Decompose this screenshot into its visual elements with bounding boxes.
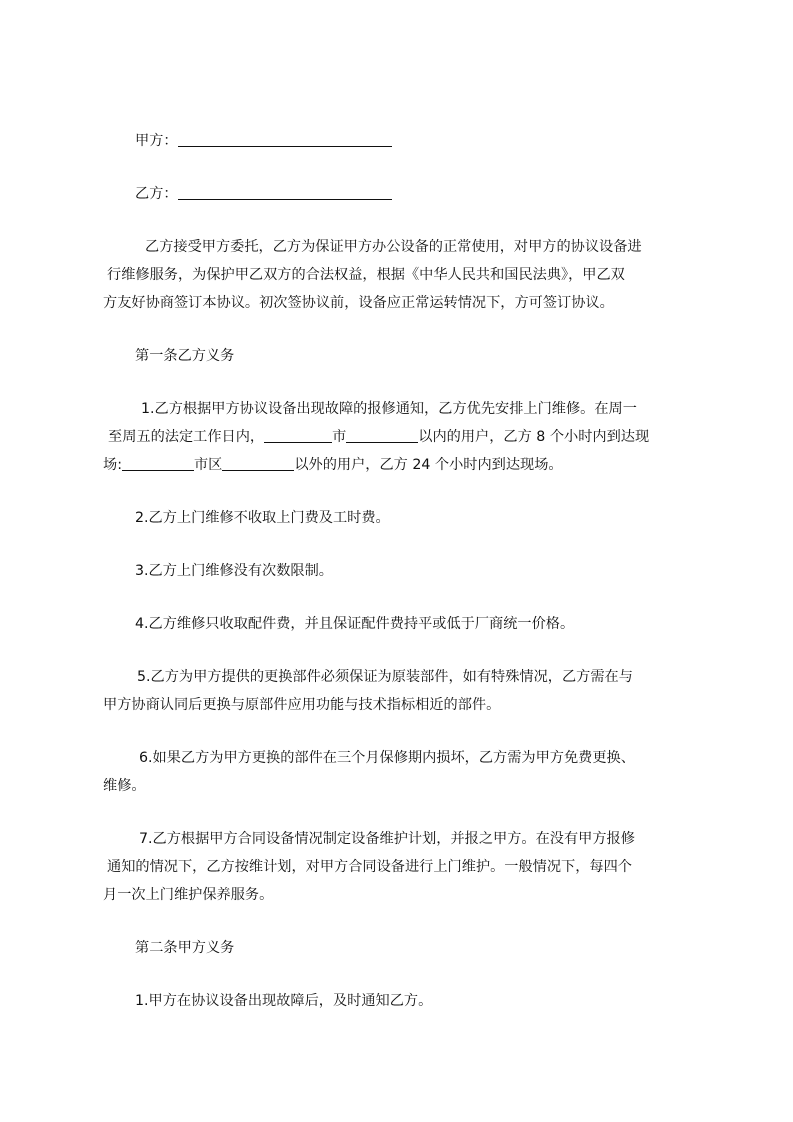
s1-item-5-line-2: 甲方协商认同后更换与原部件应用功能与技术指标相近的部件。: [103, 697, 501, 713]
s1-item-1-text-a: 至周五的法定工作日内，: [108, 429, 265, 445]
s2-item-1: 1.甲方在协议设备出现故障后，及时通知乙方。: [135, 993, 433, 1009]
s1-item-1-line-2: [108, 427, 649, 447]
s1-item-1-text-c: 以内的用户，乙方 8 个小时内到达现: [418, 429, 650, 445]
s1-item-1-text-d: 场:: [103, 457, 122, 473]
s1-item-2: 2.乙方上门维修不收取上门费及工时费。: [135, 510, 390, 526]
party-a-blank[interactable]: [178, 132, 392, 147]
s1-item-1-line-1: 1.乙方根据甲方协议设备出现故障的报修通知，乙方优先安排上门维修。在周一: [141, 401, 637, 417]
city-blank-4[interactable]: [222, 456, 294, 471]
city-blank-1[interactable]: [264, 428, 332, 443]
s1-item-4: 4.乙方维修只收取配件费，并且保证配件费持平或低于厂商统一价格。: [135, 616, 575, 632]
s1-item-1-text-b: 市: [332, 429, 347, 445]
s1-item-7-line-1: 7.乙方根据甲方合同设备情况制定设备维护计划，并报之甲方。在没有甲方报修: [139, 831, 635, 847]
s1-item-6-line-2: 维修。: [103, 778, 146, 794]
party-a-label: 甲方：: [135, 133, 178, 149]
party-b-blank[interactable]: [178, 185, 392, 200]
party-b-label: 乙方：: [135, 186, 178, 202]
party-a-line: [135, 131, 392, 151]
s1-item-1-line-3: [103, 455, 563, 475]
s1-item-6-line-1: 6.如果乙方为甲方更换的部件在三个月保修期内损坏，乙方需为甲方免费更换、: [139, 750, 635, 766]
intro-line-1: 乙方接受甲方委托，乙方为保证甲方办公设备的正常使用，对甲方的协议设备进: [145, 239, 642, 255]
intro-line-3: 方友好协商签订本协议。初次签协议前，设备应正常运转情况下，方可签订协议。: [103, 295, 614, 311]
party-b-line: [135, 184, 392, 204]
s1-item-7-line-3: 月一次上门维护保养服务。: [103, 887, 274, 903]
intro-line-2: 行维修服务，为保护甲乙双方的合法权益，根据《中华人民共和国民法典》，甲乙双: [107, 267, 625, 283]
city-blank-2[interactable]: [346, 428, 418, 443]
section-2-title: 第二条甲方义务: [135, 940, 235, 956]
s1-item-1-text-e: 市区: [193, 457, 223, 473]
s1-item-7-line-2: 通知的情况下，乙方按维计划，对甲方合同设备进行上门维护。一般情况下，每四个: [107, 859, 632, 875]
s1-item-5-line-1: 5.乙方为甲方提供的更换部件必须保证为原装部件，如有特殊情况，乙方需在与: [137, 669, 633, 685]
city-blank-3[interactable]: [122, 456, 194, 471]
s1-item-1-text-f: 以外的用户，乙方 24 个小时内到达现场。: [294, 457, 563, 473]
s1-item-3: 3.乙方上门维修没有次数限制。: [135, 563, 333, 579]
section-1-title: 第一条乙方义务: [135, 348, 235, 364]
